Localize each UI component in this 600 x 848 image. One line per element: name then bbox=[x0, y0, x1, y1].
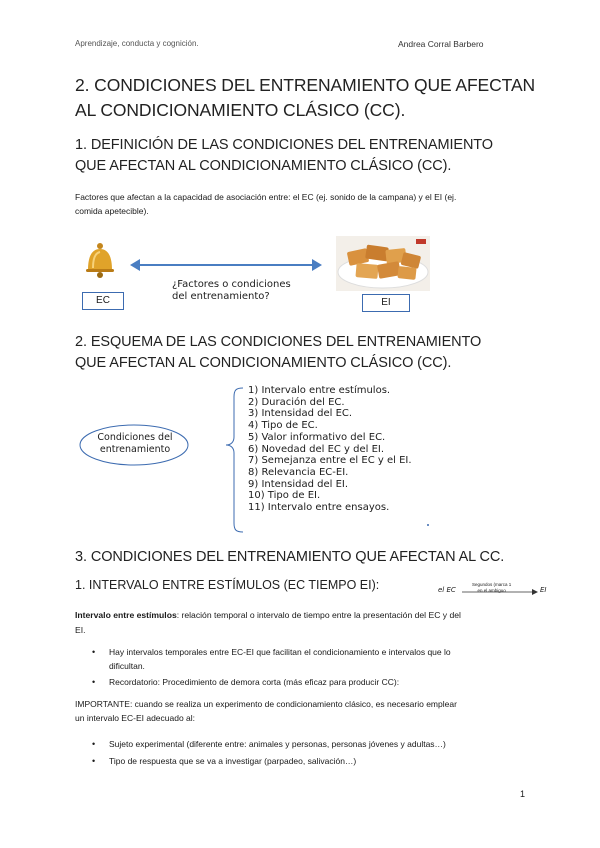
important-paragraph bbox=[75, 697, 535, 725]
main-title bbox=[75, 73, 535, 123]
section1-title bbox=[75, 135, 493, 177]
interval-mini-diagram bbox=[438, 582, 548, 602]
bell-icon bbox=[80, 240, 120, 280]
bullet-list-2 bbox=[75, 737, 535, 768]
section2-title-line2: QUE AFECTAN AL CONDICIONAMIENTO CLÁSICO (CC). bbox=[75, 355, 452, 371]
list-item bbox=[75, 737, 535, 751]
arrow-caption-line2: del entrenamiento? bbox=[172, 291, 270, 302]
list-item bbox=[75, 645, 535, 673]
ellipse-label bbox=[90, 432, 180, 456]
definition-text: : relación temporal o intervalo de tiempo entre la presentación del EC y del bbox=[176, 610, 461, 620]
mini-middle-line1: Segundos (marca 1 bbox=[472, 582, 512, 587]
main-title-line1: 2. CONDICIONES DEL ENTRENAMIENTO QUE AFECTAN bbox=[75, 75, 536, 95]
page-number: 1 bbox=[520, 789, 526, 799]
condition-item: 5) Valor informativo del EC. bbox=[248, 431, 386, 443]
conditions-diagram bbox=[78, 383, 438, 533]
section1-title-line1: 1. DEFINICIÓN DE LAS CONDICIONES DEL ENTRENAMIENTO bbox=[75, 137, 493, 153]
bullet-list-1 bbox=[75, 645, 535, 689]
interval-definition-line2: EI. bbox=[75, 624, 86, 635]
food-photo bbox=[336, 236, 430, 291]
condition-item: 1) Intervalo entre estímulos. bbox=[248, 385, 391, 396]
arrow-caption bbox=[172, 279, 291, 303]
ellipse-label-line2: entrenamiento bbox=[99, 444, 171, 455]
list-item-line1: Hay intervalos temporales entre EC-EI que facilitan el condicionamiento e intervalos que lo bbox=[109, 647, 451, 657]
list-item-line1: Recordatorio: Procedimiento de demora corta (más eficaz para producir CC): bbox=[109, 677, 400, 687]
definition-term: Intervalo entre estímulos bbox=[75, 610, 177, 620]
section2-title bbox=[75, 332, 481, 374]
condition-item: 3) Intensidad del EC. bbox=[248, 408, 353, 420]
header-left: Aprendizaje, conducta y cognición. bbox=[75, 39, 199, 48]
section3-subtitle: 1. INTERVALO ENTRE ESTÍMULOS (EC TIEMPO EI): bbox=[75, 578, 380, 592]
mini-ec-label: el EC bbox=[438, 586, 456, 594]
mini-middle-line2: en el ambiguo bbox=[477, 588, 506, 593]
condition-item: 10) Tipo de EI. bbox=[248, 490, 321, 502]
list-item-text: Sujeto experimental (diferente entre: animales y personas, personas jóvenes y adultas…) bbox=[109, 739, 446, 749]
condition-item: 11) Intervalo entre ensayos. bbox=[248, 502, 390, 514]
double-arrow bbox=[130, 258, 322, 272]
list-item bbox=[75, 675, 535, 689]
arrow-caption-line1: ¿Factores o condiciones bbox=[172, 279, 291, 290]
section3-title: 3. CONDICIONES DEL ENTRENAMIENTO QUE AFECTAN AL CC. bbox=[75, 549, 505, 565]
interval-definition bbox=[75, 608, 535, 637]
conditions-list bbox=[248, 385, 412, 514]
important-line1: IMPORTANTE: cuando se realiza un experimento de condicionamiento clásico, es necesario emplear bbox=[75, 699, 457, 709]
section2-title-line1: 2. ESQUEMA DE LAS CONDICIONES DEL ENTRENAMIENTO bbox=[75, 334, 482, 350]
header-right: Andrea Corral Barbero bbox=[398, 39, 484, 49]
condition-item: 8) Relevancia EC-EI. bbox=[248, 466, 349, 478]
ec-box: EC bbox=[82, 292, 124, 310]
bullet-icon: • bbox=[92, 756, 96, 766]
important-line2: un intervalo EC-EI adecuado al: bbox=[75, 713, 196, 723]
ellipse-label-line1: Condiciones del bbox=[97, 432, 173, 443]
main-title-line2: AL CONDICIONAMIENTO CLÁSICO (CC). bbox=[75, 100, 406, 120]
interval-definition-line1 bbox=[75, 608, 535, 623]
bullet-icon: • bbox=[92, 647, 96, 657]
condition-item: 7) Semejanza entre el EC y el EI. bbox=[248, 455, 412, 467]
section1-title-line2: QUE AFECTAN AL CONDICIONAMIENTO CLÁSICO (CC). bbox=[75, 158, 452, 174]
condition-item: 9) Intensidad del EI. bbox=[248, 478, 349, 490]
ei-box: EI bbox=[362, 294, 410, 312]
bullet-icon: • bbox=[92, 677, 96, 687]
bullet-icon: • bbox=[92, 739, 96, 749]
list-item bbox=[75, 754, 535, 768]
section1-paragraph-line1: Factores que afectan a la capacidad de asociación entre: el EC (ej. sonido de la campana) y el EI (ej. bbox=[75, 192, 457, 202]
condition-item: 6) Novedad del EC y del EI. bbox=[248, 443, 385, 455]
mini-ei-label: EI bbox=[540, 586, 547, 594]
section1-paragraph bbox=[75, 190, 535, 218]
section1-paragraph-line2: comida apetecible). bbox=[75, 206, 149, 216]
condition-item: 2) Duración del EC. bbox=[248, 396, 345, 408]
list-item-text: Tipo de respuesta que se va a investigar (parpadeo, salivación…) bbox=[109, 756, 357, 766]
list-item-line2: dificultan. bbox=[109, 661, 145, 671]
mini-middle-label bbox=[472, 582, 511, 594]
condition-item: 4) Tipo de EC. bbox=[248, 420, 318, 432]
